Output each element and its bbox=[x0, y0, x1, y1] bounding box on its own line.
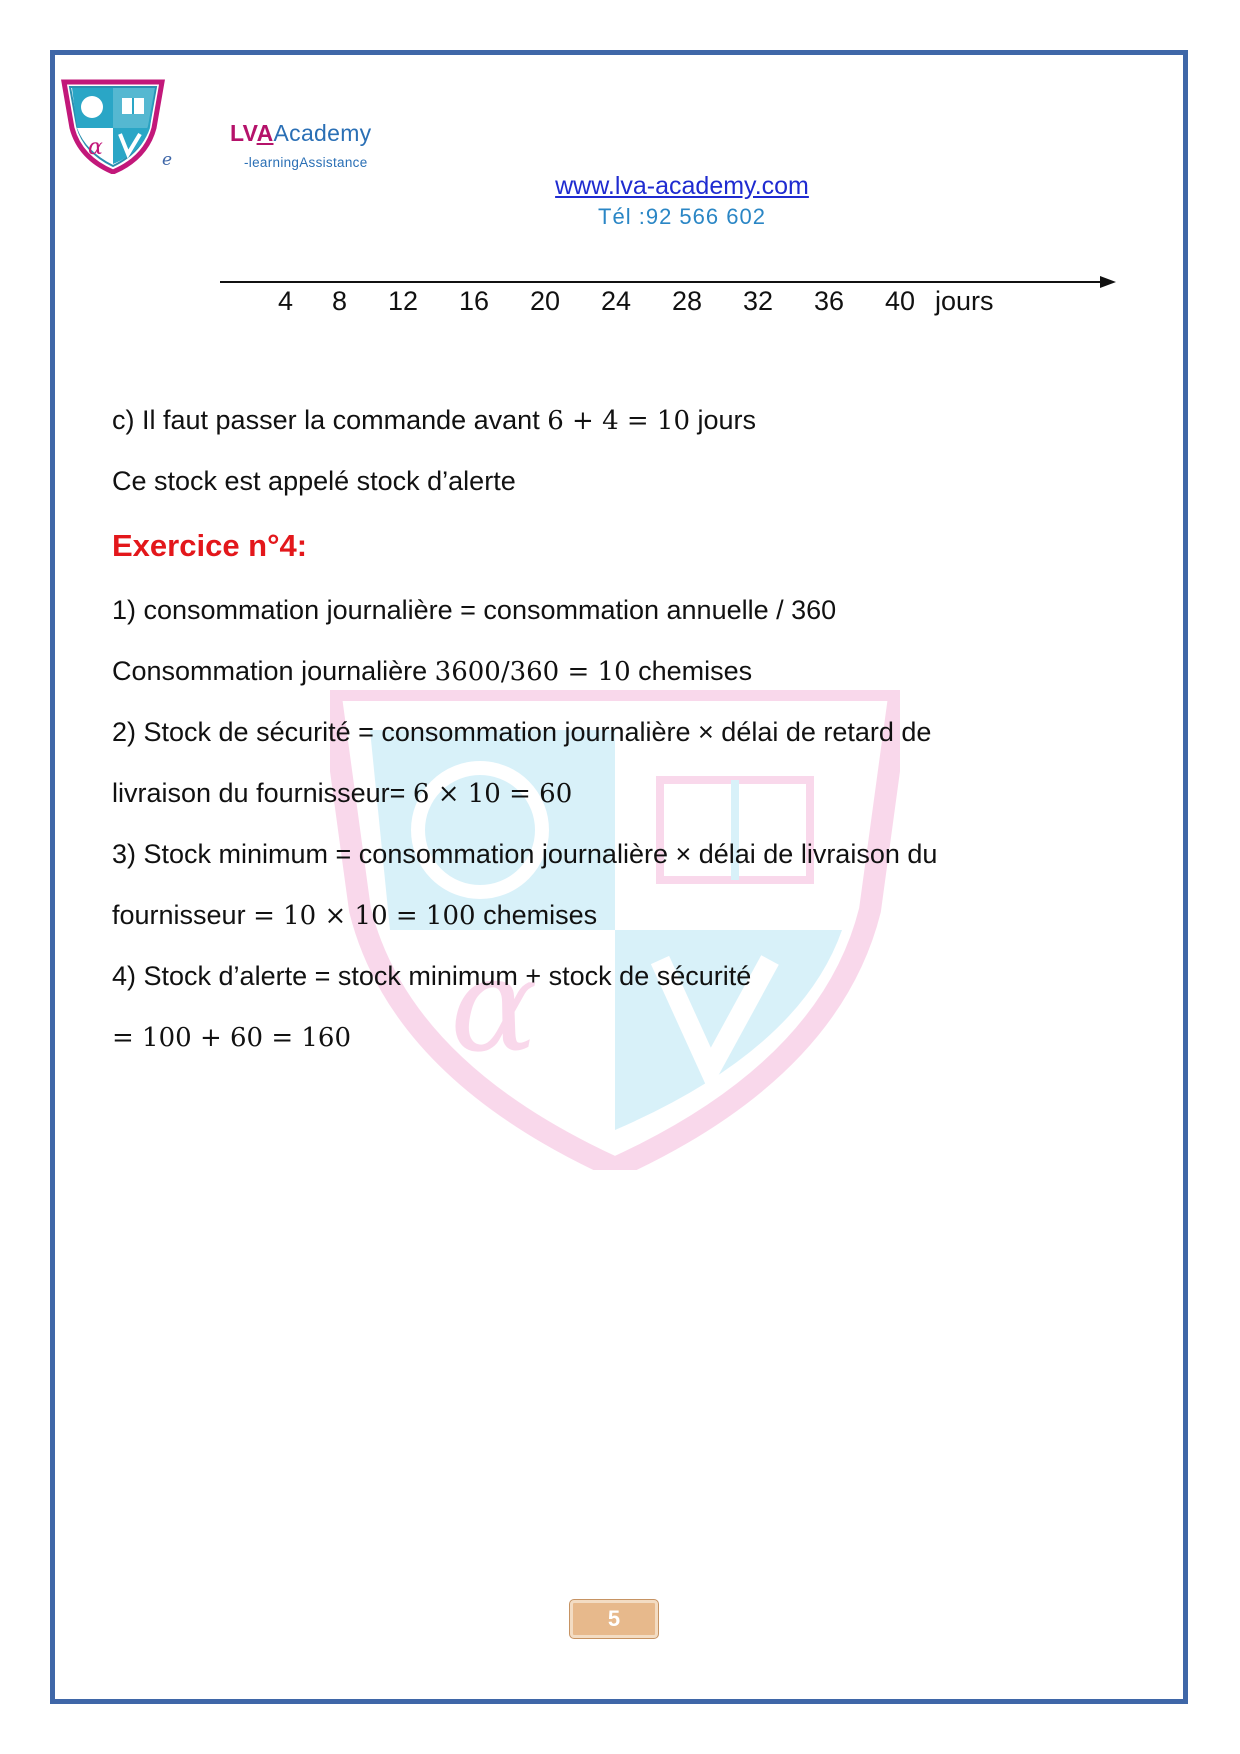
timeline-tick-label: 20 bbox=[530, 286, 561, 316]
line-c bbox=[112, 405, 756, 436]
q1b-line bbox=[112, 656, 752, 687]
timeline-unit-label: jours bbox=[935, 286, 994, 316]
timeline-tick-label: 28 bbox=[672, 286, 703, 316]
timeline-tick-label: 12 bbox=[388, 286, 419, 316]
line-c-tail: jours bbox=[690, 405, 757, 435]
page-number-badge: 5 bbox=[570, 1600, 658, 1638]
brand-a: A bbox=[256, 120, 274, 146]
q3-line2 bbox=[112, 900, 597, 931]
q2-line2 bbox=[112, 778, 572, 809]
exercise-heading: Exercice n°4: bbox=[112, 528, 308, 563]
svg-text:α: α bbox=[88, 135, 103, 160]
q4-line1: 4) Stock d’alerte = stock minimum + stock de sécurité bbox=[112, 961, 752, 991]
q3-line2-text: fournisseur bbox=[112, 900, 254, 930]
q4-line2-math: = 100 + 60 = 160 bbox=[112, 1023, 352, 1053]
timeline-tick-label: 4 bbox=[278, 286, 294, 316]
q4-line2 bbox=[112, 1022, 351, 1053]
lva-shield-logo bbox=[58, 78, 168, 174]
q3-line1: 3) Stock minimum = consommation journalière × délai de livraison du bbox=[112, 839, 938, 869]
svg-text:α: α bbox=[450, 929, 538, 1081]
brand-lv: LV bbox=[230, 120, 257, 146]
q2-line2-text: livraison du fournisseur= bbox=[112, 778, 413, 808]
q1b-math: 3600/360 = 10 bbox=[434, 657, 631, 687]
line-c-math: 6 + 4 = 10 bbox=[547, 406, 691, 436]
brand-name bbox=[230, 120, 371, 147]
timeline-tick-label: 40 bbox=[885, 286, 916, 316]
website-link[interactable]: www.lva-academy.com bbox=[555, 172, 809, 200]
timeline-tick-label: 8 bbox=[332, 286, 348, 316]
q1-line: 1) consommation journalière = consommation annuelle / 360 bbox=[112, 595, 837, 625]
timeline-tick-label: 24 bbox=[601, 286, 632, 316]
logo-letter: e bbox=[162, 150, 173, 170]
q2-line1: 2) Stock de sécurité = consommation journalière × délai de retard de bbox=[112, 717, 932, 747]
stock-alert-line: Ce stock est appelé stock d’alerte bbox=[112, 466, 516, 496]
timeline-tick-label: 32 bbox=[743, 286, 774, 316]
q3-line2-math: = 10 × 10 = 100 bbox=[253, 901, 476, 931]
q1b-text: Consommation journalière bbox=[112, 656, 435, 686]
q3-line2-tail: chemises bbox=[475, 900, 598, 930]
timeline-tick-label: 16 bbox=[459, 286, 490, 316]
q2-line2-math: 6 × 10 = 60 bbox=[412, 779, 573, 809]
brand-academy: Academy bbox=[273, 120, 372, 146]
phone-number: Tél :92 566 602 bbox=[598, 204, 766, 229]
timeline-tick-label: 36 bbox=[814, 286, 845, 316]
line-c-text: c) Il faut passer la commande avant bbox=[112, 405, 548, 435]
q1b-tail: chemises bbox=[630, 656, 753, 686]
brand-tagline: -learningAssistance bbox=[244, 155, 368, 170]
